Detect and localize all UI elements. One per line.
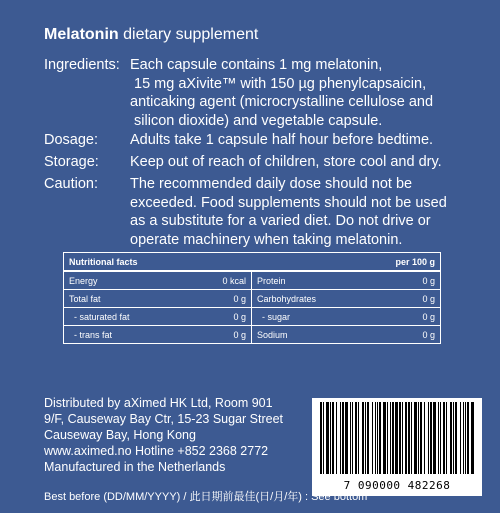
barcode-bar: [471, 402, 474, 474]
barcode-bar: [332, 402, 334, 474]
barcode-bar: [433, 402, 436, 474]
ingredients-line: Each capsule contains 1 mg melatonin,: [130, 57, 383, 73]
nutrition-table: [63, 252, 441, 344]
barcode-bar: [377, 402, 378, 474]
barcode-bar: [379, 402, 381, 474]
barcode-bar: [418, 402, 419, 474]
nutrient-value: 0 g: [233, 329, 246, 340]
ingredients-line: silicon dioxide) and vegetable capsule.: [130, 112, 383, 129]
barcode-bar: [405, 402, 407, 474]
caution-text: [130, 175, 470, 249]
ingredients-line: 15 mg aXivite™ with 150 µg phenylcapsaicin,: [130, 75, 427, 92]
nutrition-header: [64, 253, 440, 271]
table-row: [64, 325, 440, 343]
barcode-bar: [414, 402, 417, 474]
distributor-line: Distributed by aXimed HK Ltd, Room 901: [44, 396, 273, 410]
table-row: [64, 271, 440, 289]
barcode-bar: [408, 402, 410, 474]
nutrient-value: 0 g: [422, 275, 435, 286]
distributor-line: Manufactured in the Netherlands: [44, 460, 226, 474]
barcode-bar: [372, 402, 373, 474]
barcode-bar: [440, 402, 441, 474]
barcode-bar: [323, 402, 324, 474]
barcode-bar: [342, 402, 344, 474]
barcode-bar: [375, 402, 376, 474]
barcode-bar: [420, 402, 422, 474]
dosage-line: Adults take 1 capsule half hour before bedtime.: [130, 132, 434, 148]
nutrient-name: Protein: [257, 275, 286, 286]
barcode-bar: [350, 402, 351, 474]
barcode-bar: [383, 402, 386, 474]
barcode-bar: [455, 402, 457, 474]
nutrient-name: Sodium: [257, 329, 288, 340]
nutrient-value: 0 g: [422, 293, 435, 304]
distributor-line: Causeway Bay, Hong Kong: [44, 428, 196, 442]
caution-line: as a substitute for a varied diet. Do not drive or: [130, 213, 431, 229]
storage-line: Keep out of reach of children, store cool and dry.: [130, 154, 442, 170]
barcode-bar: [352, 402, 353, 474]
barcode: [312, 398, 482, 496]
product-title: [44, 26, 258, 44]
ingredients-line: anticaking agent (microcrystalline cellulose and: [130, 94, 434, 110]
barcode-bar: [467, 402, 469, 474]
barcode-bar: [450, 402, 452, 474]
nutrient-name: Energy: [69, 275, 98, 286]
barcode-bar: [326, 402, 329, 474]
barcode-bar: [336, 402, 337, 474]
dosage-text: [130, 131, 470, 150]
ingredients-text: [130, 56, 470, 130]
nutrition-per: per 100 g: [395, 256, 435, 267]
barcode-bar: [443, 402, 445, 474]
table-row: [64, 289, 440, 307]
caution-line: exceeded. Food supplements should not be used: [130, 194, 447, 211]
barcode-bar: [399, 402, 401, 474]
barcode-bar: [340, 402, 341, 474]
barcode-bar: [358, 402, 359, 474]
barcode-bar: [430, 402, 432, 474]
nutrient-name: Carbohydrates: [257, 293, 317, 304]
barcode-bar: [465, 402, 466, 474]
table-row: [64, 307, 440, 325]
barcode-bar: [387, 402, 388, 474]
barcode-bar: [367, 402, 369, 474]
distributor-line: www.aximed.no Hotline +852 2368 2772: [44, 444, 269, 458]
nutrition-title: Nutritional facts: [69, 256, 138, 267]
nutrient-name: - saturated fat: [69, 311, 130, 322]
nutrient-value: 0 g: [233, 293, 246, 304]
product-name: Melatonin: [44, 26, 119, 43]
barcode-bar: [402, 402, 403, 474]
barcode-bar: [345, 402, 348, 474]
storage-text: [130, 153, 470, 172]
nutrient-name: Total fat: [69, 293, 101, 304]
barcode-bar: [446, 402, 447, 474]
barcode-bar: [365, 402, 366, 474]
distributor-info: [44, 395, 283, 475]
caution-label: Caution:: [44, 176, 99, 192]
barcode-bar: [411, 402, 412, 474]
nutrient-value: 0 g: [422, 311, 435, 322]
storage-label: Storage:: [44, 154, 99, 170]
caution-line: The recommended daily dose should not be: [130, 176, 413, 192]
barcode-bar: [392, 402, 394, 474]
barcode-bar: [390, 402, 391, 474]
barcode-bar: [463, 402, 464, 474]
nutrient-value: 0 kcal: [222, 275, 246, 286]
barcode-bar: [438, 402, 439, 474]
barcode-bars: [316, 402, 478, 474]
nutrient-value: 0 g: [233, 311, 246, 322]
barcode-bar: [320, 402, 322, 474]
best-before-text: Best before (DD/MM/YYYY) / 此日期前最佳(日/月/年) : See bottom: [44, 491, 368, 503]
barcode-bar: [453, 402, 454, 474]
barcode-bar: [355, 402, 357, 474]
caution-line: operate machinery when taking melatonin.: [130, 231, 403, 248]
barcode-bar: [395, 402, 398, 474]
ingredients-label: Ingredients:: [44, 57, 120, 73]
nutrient-name: - trans fat: [69, 329, 113, 340]
product-subtitle: dietary supplement: [123, 26, 259, 43]
barcode-digits: 7 090000 482268: [343, 479, 451, 492]
dosage-label: Dosage:: [44, 132, 99, 148]
nutrient-value: 0 g: [422, 329, 435, 340]
barcode-bar: [460, 402, 461, 474]
barcode-bar: [428, 402, 429, 474]
barcode-bar: [424, 402, 425, 474]
barcode-bar: [330, 402, 331, 474]
distributor-line: 9/F, Causeway Bay Ctr, 15-23 Sugar Street: [44, 412, 284, 426]
nutrient-name: - sugar: [257, 311, 291, 322]
barcode-bar: [362, 402, 364, 474]
